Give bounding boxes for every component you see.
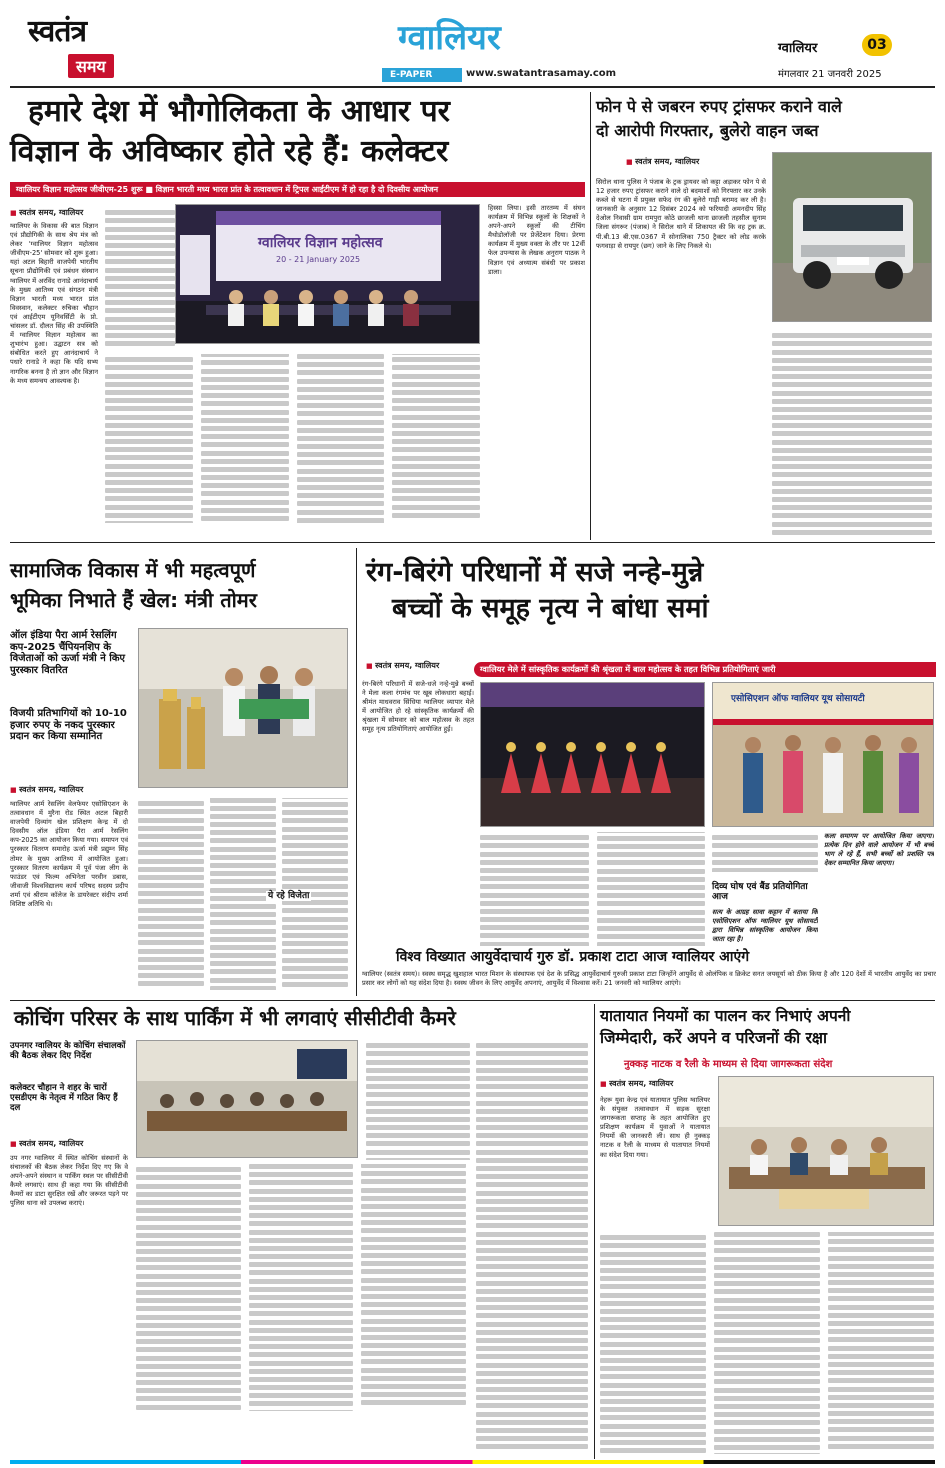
byline: ■ स्वतंत्र समय, ग्वालियर bbox=[600, 1078, 673, 1089]
photo-graphic bbox=[773, 153, 932, 322]
byline: ■ स्वतंत्र समय, ग्वालियर bbox=[366, 660, 439, 671]
edition-city: ग्वालियर bbox=[398, 18, 501, 58]
deck-1: उपनगर ग्वालियर के कोचिंग संचालकों की बैठक लेकर दिए निर्देश bbox=[10, 1041, 126, 1061]
award-ceremony-photo bbox=[138, 628, 348, 788]
vertical-divider-mid bbox=[356, 548, 357, 996]
photo-graphic bbox=[719, 1077, 934, 1226]
deck-1: ऑल इंडिया पैरा आर्म रेसलिंग कप-2025 चैंपियनशिप के विजेताओं को ऊर्जा मंत्री ने किए पुरस्कार वितरित bbox=[10, 630, 126, 676]
story-children-dance bbox=[362, 548, 936, 948]
vertical-divider-bottom bbox=[594, 1004, 595, 1459]
text-columns bbox=[138, 798, 348, 990]
headline-line1: यातायात नियमों का पालन कर निभाएं अपनी bbox=[600, 1007, 851, 1025]
prize-distribution-photo bbox=[712, 682, 934, 827]
story-phonepe-arrest bbox=[596, 92, 936, 540]
story-banner: ग्वालियर विज्ञान महोत्सव जीवीएम-25 शुरू ■ विज्ञान भारती मध्य भारत प्रांत के तत्वावधान में ट्रिपल आईटीएम में हो रहा है दो दिवसीय आयोजन bbox=[10, 182, 585, 197]
byline: ■ स्वतंत्र समय, ग्वालियर bbox=[10, 207, 83, 218]
logo-top-text: स्वतंत्र bbox=[28, 14, 87, 49]
page-number: 03 bbox=[862, 34, 892, 56]
logo bbox=[28, 16, 138, 82]
headline: विश्व विख्यात आयुर्वेदाचार्य गुरु डॉ. प्रकाश टाटा आज ग्वालियर आएंगे bbox=[396, 949, 750, 965]
headline-line1: सामाजिक विकास में भी महत्वपूर्ण bbox=[10, 558, 256, 582]
photo-banner-date: 20 - 21 January 2025 bbox=[276, 255, 361, 264]
photo-graphic bbox=[137, 1041, 358, 1158]
text-columns-lower bbox=[105, 354, 480, 532]
text-columns bbox=[136, 1164, 466, 1456]
registration-strip bbox=[10, 1460, 935, 1464]
photo-graphic bbox=[481, 683, 705, 827]
photo-graphic bbox=[139, 629, 348, 788]
coaching-meeting-photo bbox=[136, 1040, 358, 1158]
text-column-far-right bbox=[476, 1040, 588, 1456]
story-coaching-cctv bbox=[10, 1004, 590, 1459]
story-banner: ग्वालियर मेले में सांस्कृतिक कार्यक्रमों की श्रृंखला में बाल महोत्सव के तहत विभिन्न प्रतियोगिताएं जारी bbox=[474, 662, 936, 677]
photo-banner-title: ग्वालियर विज्ञान महोत्सव bbox=[258, 235, 383, 251]
science-festival-photo bbox=[175, 204, 480, 344]
dance-stage-photo bbox=[480, 682, 705, 827]
deck-2: कलेक्टर चौहान ने शहर के चारों एसडीएम के नेतृत्व में गठित किए हैं दल bbox=[10, 1083, 118, 1113]
winners-subhead: ये रहे विजेता bbox=[268, 891, 310, 901]
headline-line1: रंग-बिरंगे परिधानों में सजे नन्हे-मुन्ने bbox=[366, 557, 704, 588]
headline-line2: बच्चों के समूह नृत्य ने बांधा समां bbox=[392, 593, 709, 624]
story-traffic-awareness bbox=[600, 1004, 936, 1459]
band-competition-box-text: सत्य के आग्रह सावा कट्टान में बताया कि एसोसिएशन ऑफ ग्वालियर यूथ सोसायटी द्वारा विभिन्न सांस्कृतिक आयोजन किया जाता रहा है। bbox=[712, 908, 818, 944]
story-text-end: हिस्सा लिया। इसी तारतम्य में संघन कार्यक्रम में विभिन्न स्कूलों के शिक्षकों ने अपने-अपने स्कूलों की टीचिंग मैथोडोलॉजी पर प्रेजेंटेशन दिया। प्रेरणा कार्यक्रम में मुख्य वक्ता के तौर पर 12वीं फेल उपन्यास के लेखक अनुराग पाठक ने विज्ञान एवं अध्यात्म संबंधी पर प्रकाश डाला। bbox=[488, 204, 585, 276]
deck: नुक्कड़ नाटक व रैली के माध्यम से दिया जागरूकता संदेश bbox=[624, 1059, 833, 1070]
headline-line2: भूमिका निभाते हैं खेल: मंत्री तोमर bbox=[10, 588, 257, 612]
byline: ■ स्वतंत्र समय, ग्वालियर bbox=[10, 784, 83, 795]
text-columns bbox=[772, 330, 932, 538]
headline-line2: दो आरोपी गिरफ्तार, बुलेरो वाहन जब्त bbox=[596, 121, 819, 140]
text-column-right bbox=[712, 832, 818, 872]
byline: ■ स्वतंत्र समय, ग्वालियर bbox=[10, 1138, 83, 1149]
story-text: रंग-बिरंगे परिधानों में सजे-धजे नन्हे-मुन्ने बच्चों ने मेला कला रंगमंच पर खूब लोकधारा बहाई। श्रीमंत माधवराव सिंधिया ग्वालियर व्यापार मेले में आयोजित हो रहे सांस्कृतिक कार्यक्रमों की श्रृंखला में सोमवार को बाल महोत्सव के तहत समूह नृत्य प्रतियोगिताएं आयोजित हुईं। bbox=[362, 680, 474, 734]
side-note: कला समागम पर आयोजित किया जाएगा। प्रत्येक दिन होने वाले आयोजन में भी बच्चे भाग ले रहे हैं, सभी बच्चों को प्रशस्ति पत्र देकर सम्मानित किया जाएगा। bbox=[824, 832, 934, 868]
text-columns bbox=[480, 832, 705, 946]
page-city: ग्वालियर bbox=[778, 41, 818, 56]
headline-line1: हमारे देश में भौगोलिकता के आधार पर bbox=[28, 94, 450, 129]
story-text: सिरोल थाना पुलिस ने पंजाब के ट्रक ड्रायवर को कट्टा अड़ाकर फोन पे से 12 हजार रुपए ट्रांसफर कराने वाले दो बदमाशों को गिरफ्तार कर उनके कब्जे से घटना में प्रयुक्त सफेद रंग की बुलेरो गाड़ी बरामद कर ली है। जानकारी के अनुसार 12 दिसंबर 2024 को फरियादी अमनदीप सिंह देओल निवासी ग्राम रामपुरा कोठे छाजली थाना छाजली तहसील सुनाम जिला संगरूर (पंजाब) ने सिरोल थाने में शिकायत की कि वह ट्रक क्र. पी.बी.13 बी.एस.0367 में सोनालिका 750 ट्रैक्टर को लोड करके फगवाड़ा से रायपुर (छग) जाने के लिए निकले थे। bbox=[596, 178, 766, 250]
traffic-seminar-photo bbox=[718, 1076, 934, 1226]
photo-signboard: एसोसिएशन ऑफ ग्वालियर यूथ सोसायटी bbox=[731, 694, 865, 704]
story-minister-sports bbox=[10, 548, 350, 996]
story-text: उप नगर ग्वालियर में स्थित कोचिंग संस्थानों के संचालकों की बैठक लेकर निर्देश दिए गए कि वे अपने-अपने संस्थान व पार्किंग स्थल पर सीसीटीवी कैमरे लगवाएं। साथ ही कहा गया कि सीसीटीवी कैमरों का डाटा सुरक्षित रखें और जरूरत पड़ने पर पुलिस थाना को उपलब्ध कराएं। bbox=[10, 1154, 128, 1208]
epaper-label: E-PAPER bbox=[382, 68, 462, 82]
text-column-right bbox=[366, 1040, 470, 1160]
masthead-rule bbox=[10, 86, 935, 88]
horizontal-divider-1 bbox=[10, 542, 935, 543]
horizontal-divider-2 bbox=[10, 1000, 935, 1001]
headline-line2: विज्ञान के अविष्कार होते रहे हैं: कलेक्टर bbox=[10, 134, 449, 169]
story-text: नेहरू युवा केन्द्र एवं यातायात पुलिस ग्वालियर के संयुक्त तत्वावधान में सड़क सुरक्षा जागरूकता सप्ताह के तहत आयोजित हुए प्रशिक्षण कार्यक्रम में युवाओं ने यातायात नियमों की जानकारी ली। साथ ही नुक्कड़ नाटक व रैली के माध्यम से यातायात नियमों का संदेश दिया गया। bbox=[600, 1096, 710, 1159]
byline: ■ स्वतंत्र समय, ग्वालियर bbox=[626, 156, 699, 167]
text-columns bbox=[105, 207, 175, 347]
story-ayurveda-visit bbox=[362, 950, 936, 996]
headline-line2: जिम्मेदारी, करें अपने व परिजनों की रक्षा bbox=[600, 1029, 828, 1047]
website-url[interactable]: www.swatantrasamay.com bbox=[466, 68, 617, 79]
headline: कोचिंग परिसर के साथ पार्किंग में भी लगवाएं सीसीटीवी कैमरे bbox=[14, 1006, 456, 1030]
story-text-start: ग्वालियर के विकास की बात विज्ञान एवं प्रौद्योगिकी के साथ श्रेय मंत्र को लेकर 'ग्वालियर विज्ञान महोत्सव जीवीएम-25' सोमवार को शुरू हुआ। यहां अटल बिहारी वाजपेयी भारतीय सूचना प्रौद्योगिकी एवं प्रबंधन संस्थान ग्वालियर में अरविंद रानाडे आनंदाचार्य के मुख्य आतिथ्य एवं संगठन मंत्री विज्ञान भारती मध्य भारत प्रांत विवस्वान, कलेक्टर रुचिका चौहान एवं आईटीएम यूनिवर्सिटी के प्रो. चांसलर डॉ. दौलत सिंह की उपस्थिति में ग्वालियर विज्ञान महोत्सव का शुभारंभ हुआ। उद्घाटन सत्र को संबोधित करते हुए आनंदाचार्य ने पधारे रानाडे ने कहा कि यदि सभ्य नागरिक बनना है तो ज्ञान और विज्ञान के मध्य समन्वय आवश्यक है। bbox=[10, 222, 98, 385]
issue-date: मंगलवार 21 जनवरी 2025 bbox=[778, 69, 882, 80]
story-science-festival bbox=[10, 92, 585, 537]
vertical-divider-top bbox=[590, 92, 591, 540]
text-columns bbox=[600, 1232, 934, 1456]
band-competition-box-title: दिव्य घोष एवं बैंड प्रतियोगिता आज bbox=[712, 882, 808, 903]
story-text: ग्वालियर (स्वतंत्र समय)। स्वस्थ समृद्ध खुशहाल भारत मिशन के संस्थापक एवं देश के प्रसिद्ध आयुर्वेदाचार्य गुरुजी प्रकाश टाटा जिन्होंने आयुर्वेद से ओलंपिक व क्रिकेट सनत जयसूर्या को ठीक किया है और 120 देशों में भारतीय आयुर्वेद का प्रचार प्रसार कर लोगों को यह संदेश दिया है। स्वस्थ जीवन के लिए आयुर्वेद अपनाएं, आयुर्वेद में विश्वास करें। 21 जनवरी को ग्वालियर आएंगे। bbox=[362, 970, 936, 988]
photo-graphic bbox=[176, 205, 480, 344]
deck-2: विजयी प्रतिभागियों को 10-10 हजार रुपए के नकद पुरस्कार प्रदान कर किया सम्मानित bbox=[10, 708, 127, 742]
logo-bottom-text: समय bbox=[68, 54, 114, 78]
photo-graphic bbox=[713, 683, 934, 827]
story-text: ग्वालियर आर्म रेसलिंग वेलफेयर एसोसिएशन के तत्वावधान में मुरैना रोड स्थित अटल बिहारी वाजपेयी दिव्यांग खेल प्रशिक्षण केन्द्र में दो दिवसीय ऑल इंडिया पैरा आर्म रेसलिंग कप-2025 का आयोजन किया गया। समापन एवं पुरस्कार वितरण समारोह ऊर्जा मंत्री प्रद्युम्न सिंह तोमर के मुख्य आतिथ्य में आयोजित हुआ। पुरस्कार वितरण कार्यक्रम में पूर्व पंजा लीग के फाउंडर एवं फिल्म अभिनेता परवीन डबास, जीवाजी विश्वविद्यालय कार्य परिषद सदस्य प्रदीप शर्मा एवं श्रीराम कॉलेज के डायरेक्टर संदीप शर्मा विशिष्ट अतिथि थे। bbox=[10, 800, 128, 909]
headline-line1: फोन पे से जबरन रुपए ट्रांसफर कराने वाले bbox=[596, 97, 842, 116]
masthead bbox=[0, 0, 945, 90]
bolero-vehicle-photo bbox=[772, 152, 932, 322]
